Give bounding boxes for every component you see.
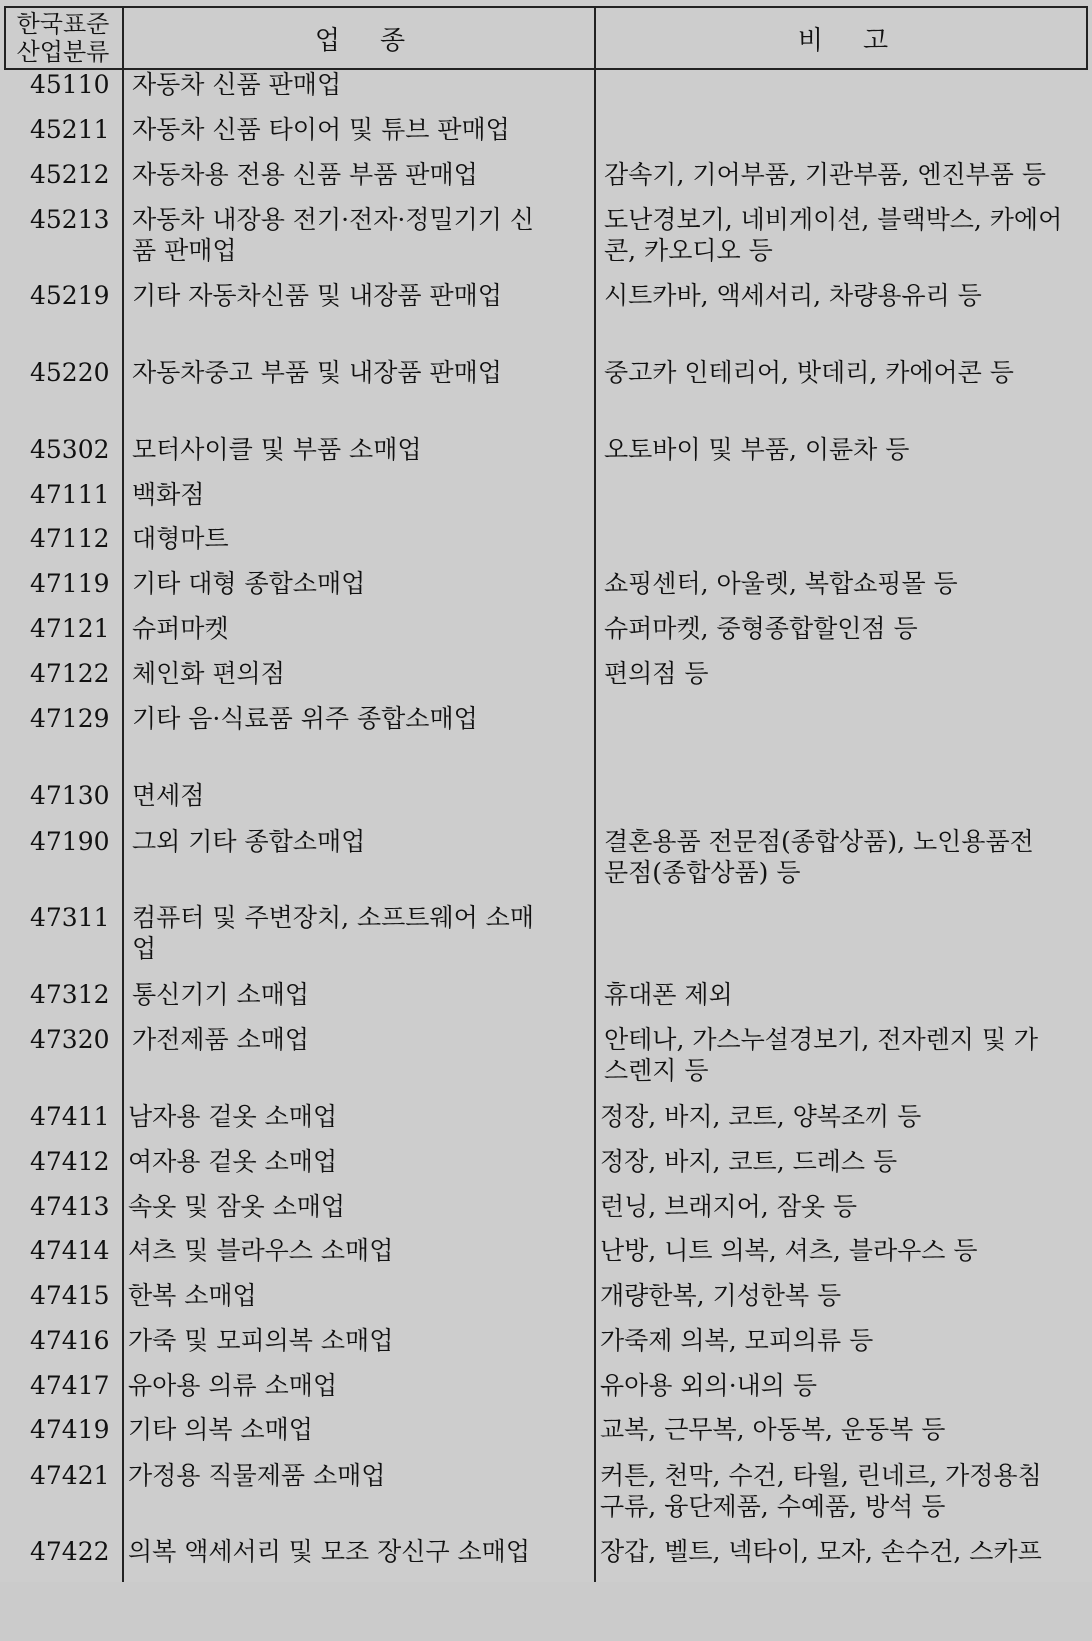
row-business: 통신기기 소매업	[132, 980, 309, 1009]
row-code: 47417	[30, 1371, 110, 1400]
row-business: 자동차 신품 판매업	[132, 70, 342, 99]
row-note: 도난경보기, 네비게이션, 블랙박스, 카에어 콘, 카오디오 등	[604, 205, 1063, 265]
row-note: 난방, 니트 의복, 셔츠, 블라우스 등	[600, 1236, 978, 1265]
header-remarks: 비고	[797, 25, 929, 56]
row-note: 쇼핑센터, 아울렛, 복합쇼핑몰 등	[604, 569, 958, 598]
row-business: 남자용 겉옷 소매업	[128, 1102, 338, 1131]
column-divider-1	[122, 6, 124, 1582]
row-business: 기타 의복 소매업	[128, 1415, 313, 1444]
row-business: 백화점	[132, 480, 205, 509]
row-note: 오토바이 및 부품, 이륜차 등	[604, 435, 910, 464]
row-note: 중고카 인테리어, 밧데리, 카에어콘 등	[604, 358, 1014, 387]
row-code: 47311	[30, 903, 110, 932]
row-code: 47412	[30, 1147, 110, 1176]
row-code: 47416	[30, 1326, 110, 1355]
row-code: 47414	[30, 1236, 110, 1265]
row-business: 기타 대형 종합소매업	[132, 569, 366, 598]
row-business: 한복 소매업	[128, 1281, 257, 1310]
row-code: 47422	[30, 1537, 110, 1566]
row-note: 정장, 바지, 코트, 양복조끼 등	[600, 1102, 922, 1131]
row-note: 교복, 근무복, 아동복, 운동복 등	[600, 1415, 946, 1444]
row-business: 슈퍼마켓	[132, 614, 229, 643]
row-business: 그외 기타 종합소매업	[132, 827, 366, 856]
row-code: 47411	[30, 1102, 110, 1131]
row-note: 가죽제 의복, 모피의류 등	[600, 1326, 874, 1355]
row-code: 47320	[30, 1025, 110, 1054]
row-note: 커튼, 천막, 수건, 타월, 린네르, 가정용침 구류, 융단제품, 수예품, 방석 등	[600, 1461, 1042, 1521]
row-note: 정장, 바지, 코트, 드레스 등	[600, 1147, 898, 1176]
industry-classification-table	[4, 6, 1088, 1582]
row-code: 45213	[30, 205, 110, 234]
row-business: 기타 음·식료품 위주 종합소매업	[132, 704, 478, 733]
row-code: 45219	[30, 281, 110, 310]
row-code: 47312	[30, 980, 110, 1009]
row-business: 모터사이클 및 부품 소매업	[132, 435, 422, 464]
row-note: 런닝, 브래지어, 잠옷 등	[600, 1192, 858, 1221]
header-code-line1: 한국표준	[16, 10, 110, 38]
row-business: 자동차 내장용 전기·전자·정밀기기 신 품 판매업	[132, 205, 534, 265]
row-code: 45110	[30, 70, 110, 99]
row-code: 45220	[30, 358, 110, 387]
row-business: 자동차중고 부품 및 내장품 판매업	[132, 358, 502, 387]
row-note: 장갑, 벨트, 넥타이, 모자, 손수건, 스카프	[600, 1537, 1042, 1566]
row-note: 안테나, 가스누설경보기, 전자렌지 및 가 스렌지 등	[604, 1025, 1039, 1085]
row-business: 여자용 겉옷 소매업	[128, 1147, 338, 1176]
row-code: 45211	[30, 115, 110, 144]
row-code: 47421	[30, 1461, 110, 1490]
row-business: 가전제품 소매업	[132, 1025, 309, 1054]
row-business: 자동차 신품 타이어 및 튜브 판매업	[132, 115, 510, 144]
row-code: 45302	[30, 435, 110, 464]
row-code: 45212	[30, 160, 110, 189]
row-note: 개량한복, 기성한복 등	[600, 1281, 842, 1310]
row-business: 가정용 직물제품 소매업	[128, 1461, 386, 1490]
row-business: 속옷 및 잠옷 소매업	[128, 1192, 346, 1221]
row-business: 가죽 및 모피의복 소매업	[128, 1326, 394, 1355]
row-business: 컴퓨터 및 주변장치, 소프트웨어 소매 업	[132, 903, 534, 963]
row-code: 47119	[30, 569, 110, 598]
row-business: 유아용 의류 소매업	[128, 1371, 338, 1400]
row-business: 체인화 편의점	[132, 659, 285, 688]
row-note: 휴대폰 제외	[604, 980, 733, 1009]
row-business: 대형마트	[132, 524, 229, 553]
row-code: 47122	[30, 659, 110, 688]
row-code: 47190	[30, 827, 110, 856]
row-note: 편의점 등	[604, 659, 709, 688]
row-note: 감속기, 기어부품, 기관부품, 엔진부품 등	[604, 160, 1047, 189]
row-business: 의복 액세서리 및 모조 장신구 소매업	[128, 1537, 530, 1566]
row-note: 유아용 외의·내의 등	[600, 1371, 818, 1400]
column-divider-2	[594, 6, 596, 1582]
row-note: 결혼용품 전문점(종합상품), 노인용품전 문점(종합상품) 등	[604, 827, 1034, 887]
row-business: 기타 자동차신품 및 내장품 판매업	[132, 281, 502, 310]
row-note: 슈퍼마켓, 중형종합할인점 등	[604, 614, 918, 643]
row-business: 자동차용 전용 신품 부품 판매업	[132, 160, 478, 189]
row-business: 셔츠 및 블라우스 소매업	[128, 1236, 394, 1265]
row-code: 47112	[30, 524, 110, 553]
row-code: 47419	[30, 1415, 110, 1444]
header-business-type: 업종	[314, 25, 446, 56]
row-code: 47415	[30, 1281, 110, 1310]
row-code: 47129	[30, 704, 110, 733]
header-classification-code	[4, 6, 122, 70]
row-code: 47130	[30, 781, 110, 810]
row-code: 47121	[30, 614, 110, 643]
header-code-line2: 산업분류	[16, 38, 110, 66]
row-note: 시트카바, 액세서리, 차량용유리 등	[604, 281, 982, 310]
row-code: 47413	[30, 1192, 110, 1221]
row-code: 47111	[30, 480, 110, 509]
row-business: 면세점	[132, 781, 205, 810]
